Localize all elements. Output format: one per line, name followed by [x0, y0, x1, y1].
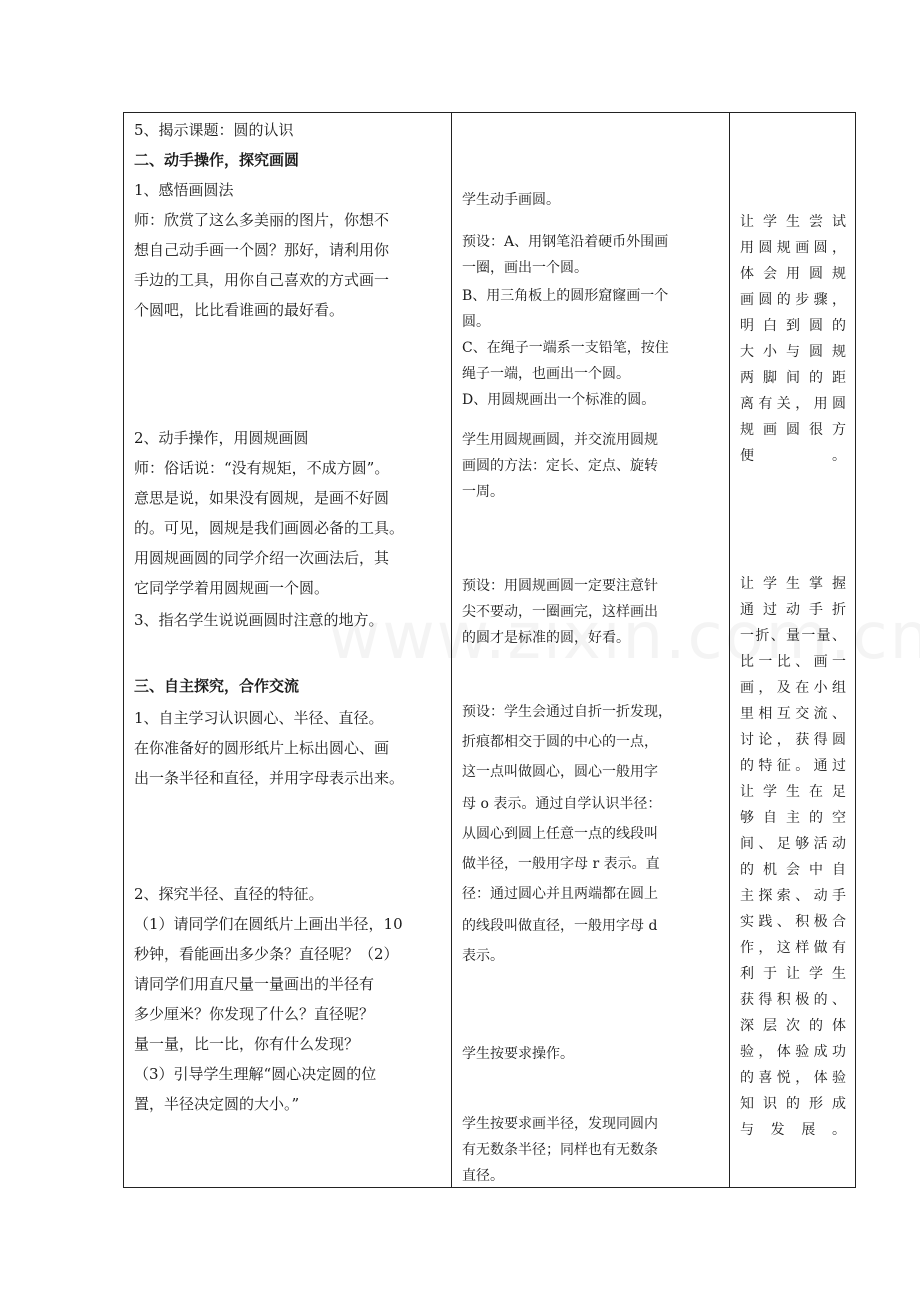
col2-text-line: 的线段叫做直径，一般用字母 d — [462, 918, 658, 934]
col1-text-line: 出一条半径和直径，并用字母表示出来。 — [134, 769, 405, 787]
col1-text-line: 置，半径决定圆的大小。” — [134, 1095, 300, 1113]
col1-text-line: 多少厘米？你发现了什么？直径呢？ — [134, 1005, 375, 1023]
col3-text-line: 够自主的空 — [740, 810, 846, 826]
col1-text-line: 秒钟，看能画出多少条？直径呢？（2） — [134, 945, 399, 963]
col3-text-line: 的特征。通过 — [740, 758, 846, 774]
lesson-plan-table — [123, 112, 856, 1188]
col2-text-line: 折痕都相交于圆的中心的一点， — [462, 734, 658, 750]
teacher-activity-cell — [124, 113, 452, 1188]
col3-text-line: 画圆的步骤， — [740, 292, 846, 308]
col1-text-line: 意思是说，如果没有圆规，是画不好圆 — [134, 489, 390, 507]
col3-text-line: 知识的形成 — [740, 1096, 846, 1112]
col2-text-line: 学生用圆规画圆，并交流用圆规 — [462, 432, 658, 448]
col2-text-line: 预设：用圆规画圆一定要注意针 — [462, 578, 658, 594]
teacher-activity-column — [124, 113, 451, 1187]
col3-text-line: 大小与圆规 — [740, 344, 846, 360]
col1-text-line: 个圆吧，比比看谁画的最好看。 — [134, 301, 345, 319]
col2-text-line: B、用三角板上的圆形窟窿画一个 — [462, 288, 669, 304]
col2-text-line: 一圈，画出一个圆。 — [462, 260, 588, 276]
col3-text-line: 的机会中自 — [740, 862, 846, 878]
col1-text-line: 师：俗话说：“没有规矩，不成方圆”。 — [134, 459, 390, 477]
col3-text-line: 两脚间的距 — [740, 370, 846, 386]
col2-text-line: 母 o 表示。通过自学认识半径： — [462, 796, 662, 812]
col1-text-line: 2、探究半径、直径的特征。 — [134, 885, 324, 903]
col3-text-line: 离有关，用圆 — [740, 396, 846, 412]
col1-text-line: （1）请同学们在圆纸片上画出半径，10 — [134, 915, 403, 933]
col3-text-line: 利于让学生 — [740, 966, 846, 982]
col3-text-line: 让学生掌握 — [740, 576, 846, 592]
col2-text-line: 圆。 — [462, 314, 490, 330]
student-activity-column — [452, 113, 729, 1187]
col3-text-line: 规画圆很方 — [740, 422, 846, 438]
col1-text-line: 师：欣赏了这么多美丽的图片，你想不 — [134, 211, 390, 229]
col2-text-line: 直径。 — [462, 1168, 504, 1184]
col3-text-line: 与发展。 — [740, 1122, 846, 1138]
table-row — [124, 113, 856, 1188]
col3-text-line: 的喜悦，体验 — [740, 1070, 846, 1086]
col2-text-line: 的圆才是标准的圆，好看。 — [462, 630, 630, 646]
col2-text-line: C、在绳子一端系一支铅笔，按住 — [462, 340, 669, 356]
col1-text-line: 它同学学着用圆规画一个圆。 — [134, 579, 330, 597]
col1-text-line: 量一量，比一比，你有什么发现？ — [134, 1035, 360, 1053]
col2-text-line: 学生动手画圆。 — [462, 192, 560, 208]
col2-text-line: 做半径，一般用字母 r 表示。直 — [462, 856, 660, 872]
col2-text-line: D、用圆规画出一个标准的圆。 — [462, 392, 656, 408]
col1-text-line: 手边的工具，用你自己喜欢的方式画一 — [134, 271, 390, 289]
col3-text-line: 通过动手折 — [740, 602, 846, 618]
col2-text-line: 预设：A、用钢笔沿着硬币外围画 — [462, 234, 669, 250]
col3-text-line: 比一比、画一 — [740, 654, 846, 670]
col2-text-line: 学生按要求画半径，发现同圆内 — [462, 1116, 658, 1132]
col1-text-line: 三、自主探究，合作交流 — [134, 677, 300, 695]
col2-text-line: 预设：学生会通过自折一折发现， — [462, 704, 672, 720]
col1-text-line: 在你准备好的圆形纸片上标出圆心、画 — [134, 739, 390, 757]
col3-text-line: 主探索、动手 — [740, 888, 846, 904]
col3-text-line: 验，体验成功 — [740, 1044, 846, 1060]
col1-text-line: 1、自主学习认识圆心、半径、直径。 — [134, 709, 384, 727]
col3-text-line: 实践、积极合 — [740, 914, 846, 930]
design-intent-column — [730, 113, 855, 1187]
col3-text-line: 获得积极的、 — [740, 992, 846, 1008]
col3-text-line: 作，这样做有 — [740, 940, 846, 956]
col2-text-line: 表示。 — [462, 948, 504, 964]
col1-text-line: 请同学们用直尺量一量画出的半径有 — [134, 975, 375, 993]
col2-text-line: 这一点叫做圆心，圆心一般用字 — [462, 764, 658, 780]
col3-text-line: 画，及在小组 — [740, 680, 846, 696]
col1-text-line: 二、动手操作，探究画圆 — [134, 151, 300, 169]
col1-text-line: 1、感悟画圆法 — [134, 181, 234, 199]
col2-text-line: 径：通过圆心并且两端都在圆上 — [462, 886, 658, 902]
col3-text-line: 一折、量一量、 — [740, 628, 846, 644]
col3-text-line: 便。 — [740, 448, 846, 464]
col3-text-line: 间、足够活动 — [740, 836, 846, 852]
col1-text-line: 5、揭示课题：圆的认识 — [134, 121, 294, 139]
col1-text-line: 用圆规画圆的同学介绍一次画法后，其 — [134, 549, 390, 567]
col3-text-line: 明白到圆的 — [740, 318, 846, 334]
student-activity-cell — [452, 113, 730, 1188]
col2-text-line: 画圆的方法：定长、定点、旋转 — [462, 458, 658, 474]
col1-text-line: 的。可见，圆规是我们画圆必备的工具。 — [134, 519, 405, 537]
col3-text-line: 里相互交流、 — [740, 706, 846, 722]
col2-text-line: 一周。 — [462, 484, 504, 500]
col3-text-line: 深层次的体 — [740, 1018, 846, 1034]
col1-text-line: 3、指名学生说说画圆时注意的地方。 — [134, 611, 384, 629]
col1-text-line: （3）引导学生理解“圆心决定圆的位 — [134, 1065, 377, 1083]
col3-text-line: 用圆规画圆， — [740, 240, 846, 256]
col3-text-line: 讨论，获得圆 — [740, 732, 846, 748]
col3-text-line: 体会用圆规 — [740, 266, 846, 282]
col2-text-line: 从圆心到圆上任意一点的线段叫 — [462, 826, 658, 842]
col3-text-line: 让学生在足 — [740, 784, 846, 800]
col2-text-line: 尖不要动，一圈画完，这样画出 — [462, 604, 658, 620]
col2-text-line: 有无数条半径；同样也有无数条 — [462, 1142, 658, 1158]
col1-text-line: 想自己动手画一个圆？那好，请利用你 — [134, 241, 390, 259]
design-intent-cell — [730, 113, 856, 1188]
col2-text-line: 学生按要求操作。 — [462, 1046, 574, 1062]
col2-text-line: 绳子一端，也画出一个圆。 — [462, 366, 630, 382]
col3-text-line: 让学生尝试 — [740, 214, 846, 230]
col1-text-line: 2、动手操作，用圆规画圆 — [134, 429, 309, 447]
